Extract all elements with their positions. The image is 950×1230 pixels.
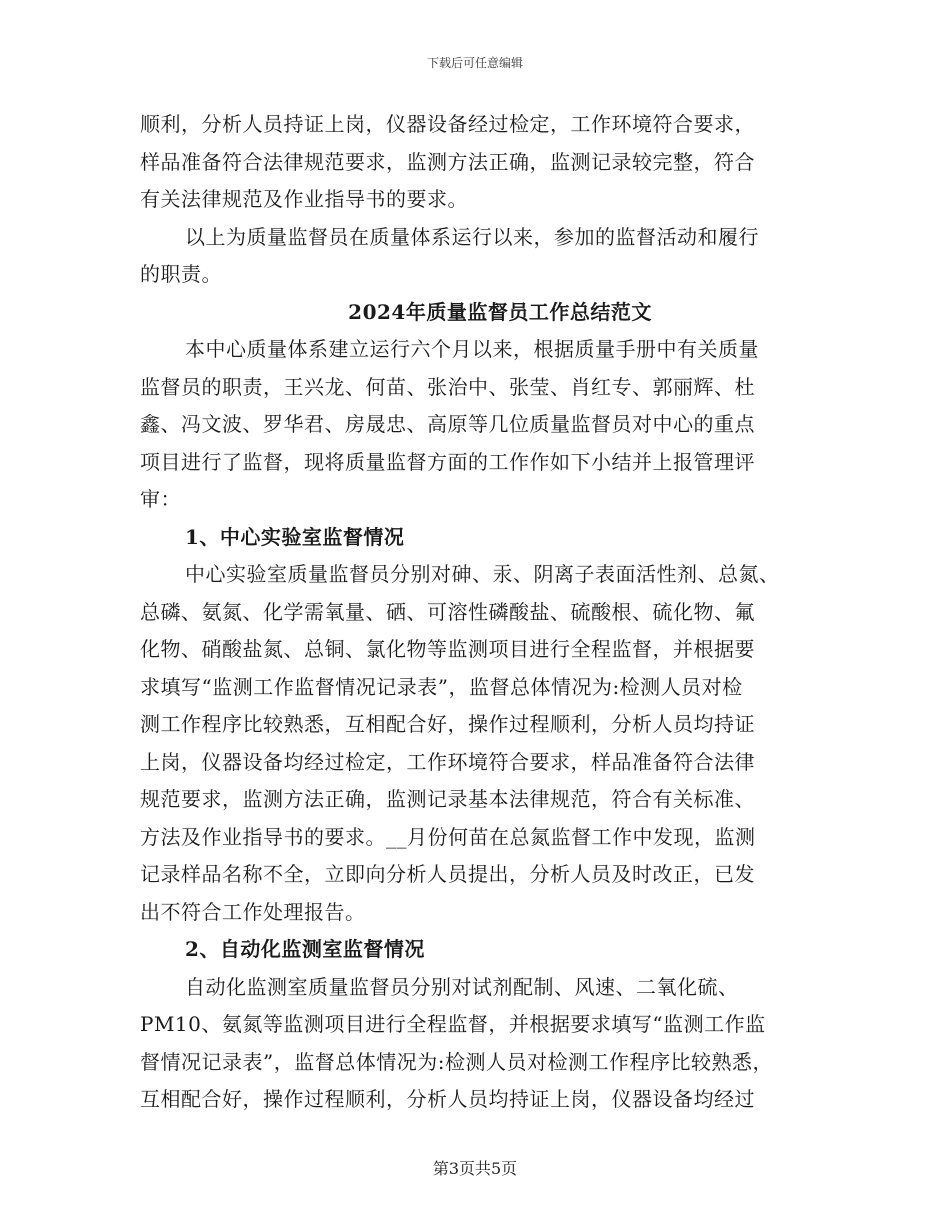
- text-line: 以上为质量监督员在质量体系运行以来，参加的监督活动和履行: [185, 224, 759, 249]
- text-line: 求填写“监测工作监督情况记录表”，监督总体情况为:检测人员对检: [140, 674, 743, 699]
- text-line: 有关法律规范及作业指导书的要求。: [140, 187, 468, 211]
- text-line: 互相配合好，操作过程顺利，分析人员均持证上岗，仪器设备均经过: [140, 1087, 755, 1111]
- text-line: 记录样品名称不全，立即向分析人员提出，分析人员及时改正，已发: [140, 862, 755, 886]
- paragraph-continuation: [140, 106, 820, 219]
- text-line: 上岗，仪器设备均经过检定，工作环境符合要求，样品准备符合法律: [140, 749, 755, 774]
- text-line: 本中心质量体系建立运行六个月以来，根据质量手册中有关质量: [185, 337, 759, 361]
- page-header: 下载后可任意编辑: [426, 56, 523, 70]
- text-line: 出不符合工作处理报告。: [140, 899, 366, 924]
- text-line: 自动化监测室质量监督员分别对试剂配制、风速、二氧化硫、: [185, 974, 739, 999]
- text-line: 方法及作业指导书的要求。__月份何苗在总氮监督工作中发现，监测: [140, 824, 756, 849]
- paragraph-intro: [140, 331, 820, 519]
- text-line: 化物、硝酸盐氮、总铜、氯化物等监测项目进行全程监督，并根据要: [140, 637, 755, 661]
- paragraph-closing: [140, 219, 820, 294]
- text-line: 规范要求，监测方法正确，监测记录基本法律规范，符合有关标准、: [140, 787, 755, 811]
- text-line: 顺利，分析人员持证上岗，仪器设备经过检定，工作环境符合要求，: [140, 112, 755, 136]
- section-heading: 2、自动化监测室监督情况: [185, 937, 425, 961]
- paragraph-auto-monitoring: [140, 969, 820, 1119]
- text-line: 审：: [140, 487, 181, 511]
- text-line: 鑫、冯文波、罗华君、房晟忠、高原等几位质量监督员对中心的重点: [140, 412, 755, 436]
- paragraph-lab-supervision: [140, 556, 820, 931]
- text-line: 总磷、氨氮、化学需氧量、硒、可溶性磷酸盐、硫酸根、硫化物、氟: [140, 599, 755, 624]
- document-body: [140, 106, 820, 1119]
- text-line: 项目进行了监督，现将质量监督方面的工作作如下小结并上报管理评: [140, 449, 755, 474]
- text-line: 样品准备符合法律规范要求，监测方法正确，监测记录较完整，符合: [140, 149, 755, 174]
- text-line: 监督员的职责，王兴龙、何苗、张治中、张莹、肖红专、郭丽辉、杜: [140, 374, 755, 399]
- page-number: 第3页共5页: [432, 1159, 518, 1178]
- text-line: 测工作程序比较熟悉，互相配合好，操作过程顺利，分析人员均持证: [140, 712, 755, 736]
- document-title: 2024年质量监督员工作总结范文: [348, 299, 652, 324]
- text-line: 督情况记录表”，监督总体情况为:检测人员对检测工作程序比较熟悉，: [140, 1049, 773, 1074]
- text-line: PM10、氨氮等监测项目进行全程监督，并根据要求填写“监测工作监: [140, 1012, 766, 1036]
- text-line: 的职责。: [140, 262, 222, 286]
- text-line: 中心实验室质量监督员分别对砷、汞、阴离子表面活性剂、总氮、: [185, 562, 780, 586]
- section-heading: 1、中心实验室监督情况: [185, 524, 405, 549]
